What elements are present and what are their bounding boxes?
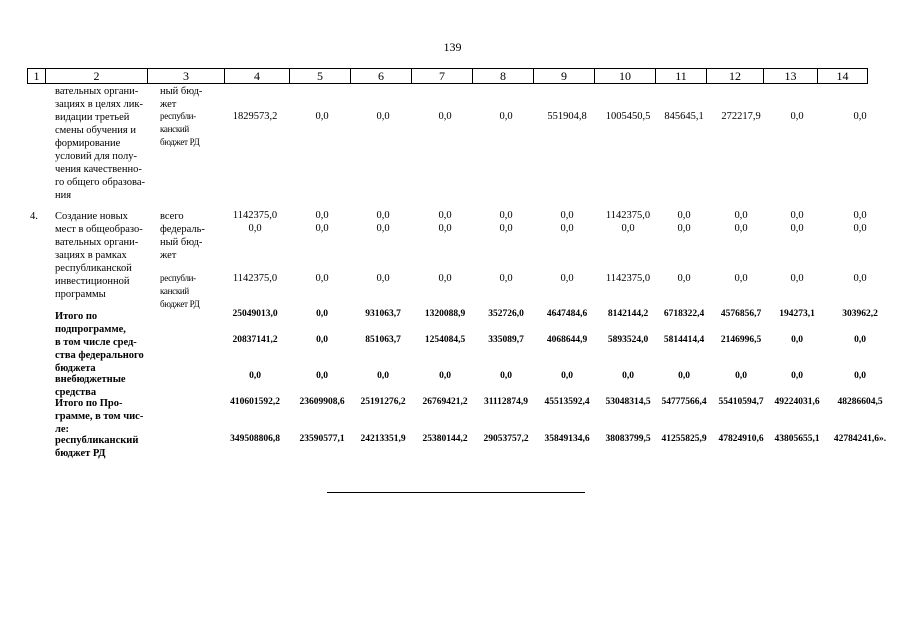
row4-source-republic-line: республи- [160, 273, 196, 283]
row3-description-line: условий для полу- [55, 151, 137, 162]
row4-source-federal-line: федераль- [160, 224, 205, 235]
program-total-value-cell: 55410594,7 [718, 397, 764, 407]
closing-rule [327, 492, 585, 493]
row3-description-line: вательных органи- [55, 86, 139, 97]
row3-source-republic-line: канский [160, 124, 189, 134]
subprogram-extrabudget-value-cell: 0,0 [854, 371, 866, 381]
row4-description-line: зациях в рамках [55, 250, 127, 261]
subprogram-total-value-cell: 0,0 [316, 309, 328, 319]
row4-federal-value-cell: 0,0 [499, 223, 513, 234]
program-total-value-cell: 49224031,6 [774, 397, 820, 407]
subprogram-extrabudget-value-cell: 0,0 [249, 371, 261, 381]
subprogram-extrabudget-value-cell: 0,0 [439, 371, 451, 381]
row4-total-value-cell: 0,0 [677, 210, 691, 221]
program-republic-value-cell: 41255825,9 [661, 434, 707, 444]
subprogram-federal-value-cell: 2146996,5 [720, 335, 762, 345]
row3-value-cell: 0,0 [499, 111, 513, 122]
program-total-value-cell: 23609908,6 [299, 397, 345, 407]
subprogram-total-value-cell: 8142144,2 [607, 309, 649, 319]
header-col-8: 8 [473, 69, 534, 84]
row4-republic-value-cell: 0,0 [315, 273, 329, 284]
row4-source-republic-line: бюджет РД [160, 299, 200, 309]
row4-federal-value-cell: 0,0 [677, 223, 691, 234]
program-republic-label-line: республиканский [55, 435, 139, 446]
program-republic-value-cell: 24213351,9 [360, 434, 406, 444]
program-total-value-cell: 53048314,5 [605, 397, 651, 407]
subprogram-federal-value-cell: 0,0 [854, 335, 866, 345]
subprogram-federal-label-line: в том числе сред- [55, 337, 137, 348]
header-col-1: 1 [28, 69, 46, 84]
subprogram-extrabudget-label [55, 373, 151, 399]
subprogram-federal-label-line: бюджета [55, 363, 96, 374]
row4-total-value-cell: 0,0 [438, 210, 452, 221]
row4-description-line: мест в общеобразо- [55, 224, 143, 235]
subprogram-federal-value-cell: 5814414,4 [663, 335, 705, 345]
row4-total-value-cell: 1142375,0 [232, 210, 278, 221]
subprogram-federal-label [55, 336, 151, 375]
subprogram-total-value-cell: 6718322,4 [663, 309, 705, 319]
subprogram-total-value-cell: 352726,0 [488, 309, 524, 319]
row4-total-value-cell: 0,0 [790, 210, 804, 221]
subprogram-total-value-cell: 4576856,7 [720, 309, 762, 319]
row4-total-value-cell: 0,0 [734, 210, 748, 221]
row4-republic-value-cell: 0,0 [499, 273, 513, 284]
subprogram-extrabudget-value-cell: 0,0 [622, 371, 634, 381]
subprogram-federal-label-line: ства федерального [55, 350, 144, 361]
program-total-value-cell: 45513592,4 [544, 397, 590, 407]
subprogram-federal-value-cell: 4068644,9 [546, 335, 588, 345]
row4-description-line: вательных органи- [55, 237, 139, 248]
header-col-3: 3 [148, 69, 225, 84]
row4-description-line: программы [55, 289, 106, 300]
program-republic-value-cell: 42784241,6». [833, 434, 887, 444]
table-header-row [27, 68, 868, 84]
page-number: 139 [443, 40, 462, 54]
header-col-6: 6 [351, 69, 412, 84]
row4-total-value-cell: 0,0 [315, 210, 329, 221]
row4-federal-value-cell: 0,0 [376, 223, 390, 234]
row4-republic-value-cell: 0,0 [734, 273, 748, 284]
row4-total-value-cell: 1142375,0 [605, 210, 651, 221]
program-total-label [55, 397, 151, 436]
row4-republic-value-cell: 0,0 [677, 273, 691, 284]
row4-source-federal [160, 223, 222, 262]
program-republic-value-cell: 38083799,5 [605, 434, 651, 444]
subprogram-federal-value-cell: 335089,7 [488, 335, 524, 345]
row4-republic-value-cell: 0,0 [438, 273, 452, 284]
row4-description-line: республиканской [55, 263, 132, 274]
program-total-value-cell: 26769421,2 [422, 397, 468, 407]
row4-republic-value-cell: 0,0 [790, 273, 804, 284]
row4-source-federal-line: жет [160, 250, 177, 261]
row4-source-republic-line: канский [160, 286, 189, 296]
row4-source-total: всего [160, 211, 184, 222]
subprogram-extrabudget-value-cell: 0,0 [316, 371, 328, 381]
program-total-value-cell: 54777566,4 [661, 397, 707, 407]
row4-total-value-cell: 0,0 [853, 210, 867, 221]
program-total-value-cell: 410601592,2 [230, 397, 280, 407]
row3-source-republic-line: бюджет РД [160, 137, 200, 147]
program-total-label-line: грамме, в том чис- [55, 411, 144, 422]
subprogram-total-value-cell: 194273,1 [779, 309, 815, 319]
row3-description-line: го общего образова- [55, 177, 145, 188]
row4-republic-value-cell: 1142375,0 [605, 273, 651, 284]
row3-value-cell: 1005450,5 [605, 111, 651, 122]
row4-republic-value-cell: 0,0 [376, 273, 390, 284]
header-col-7: 7 [412, 69, 473, 84]
row3-description-line: ния [55, 190, 72, 201]
row4-federal-value-cell: 0,0 [621, 223, 635, 234]
program-republic-value-cell: 47824910,6 [718, 434, 764, 444]
row4-description [55, 210, 151, 301]
program-total-label-line: ле: [55, 424, 70, 435]
program-republic-value-cell: 23590577,1 [299, 434, 345, 444]
header-col-9: 9 [534, 69, 595, 84]
row4-republic-value-cell: 0,0 [853, 273, 867, 284]
subprogram-total-value-cell: 303962,2 [842, 309, 878, 319]
subprogram-federal-value-cell: 20837141,2 [232, 335, 278, 345]
row3-description-line: зациях в целях лик- [55, 99, 144, 110]
subprogram-federal-value-cell: 0,0 [316, 335, 328, 345]
subprogram-total-value-cell: 1320088,9 [424, 309, 466, 319]
row4-federal-value-cell: 0,0 [248, 223, 262, 234]
subprogram-total-label-line: подпрограмме, [55, 324, 126, 335]
row3-value-cell: 0,0 [438, 111, 452, 122]
program-total-value-cell: 31112874,9 [483, 397, 529, 407]
program-republic-label [55, 434, 151, 460]
header-col-11: 11 [656, 69, 707, 84]
row4-description-line: инвестиционной [55, 276, 130, 287]
header-col-2: 2 [46, 69, 148, 84]
program-republic-value-cell: 349508806,8 [230, 434, 280, 444]
row3-value-cell: 0,0 [790, 111, 804, 122]
row3-value-cell: 0,0 [315, 111, 329, 122]
row4-total-value-cell: 0,0 [376, 210, 390, 221]
subprogram-federal-value-cell: 1254084,5 [424, 335, 466, 345]
subprogram-total-label-line: Итого по [55, 311, 98, 322]
subprogram-extrabudget-value-cell: 0,0 [735, 371, 747, 381]
header-col-10: 10 [595, 69, 656, 84]
row3-description-line: чения качественно- [55, 164, 142, 175]
row3-value-cell: 0,0 [376, 111, 390, 122]
row3-source-top-line: жет [160, 99, 177, 110]
program-total-label-line: Итого по Про- [55, 398, 123, 409]
subprogram-extrabudget-value-cell: 0,0 [678, 371, 690, 381]
row4-total-value-cell: 0,0 [560, 210, 574, 221]
subprogram-extrabudget-value-cell: 0,0 [377, 371, 389, 381]
subprogram-federal-value-cell: 851063,7 [365, 335, 401, 345]
subprogram-total-value-cell: 25049013,0 [232, 309, 278, 319]
program-republic-value-cell: 43805655,1 [774, 434, 820, 444]
row3-source-top-line: ный бюд- [160, 86, 203, 97]
header-col-5: 5 [290, 69, 351, 84]
row4-republic-value-cell: 1142375,0 [232, 273, 278, 284]
subprogram-total-value-cell: 4647484,6 [546, 309, 588, 319]
subprogram-extrabudget-label-line: внебюджетные [55, 374, 126, 385]
row3-description-line: формирование [55, 138, 121, 149]
subprogram-extrabudget-value-cell: 0,0 [500, 371, 512, 381]
row3-value-cell: 845645,1 [664, 111, 704, 122]
header-col-12: 12 [707, 69, 764, 84]
row3-value-cell: 551904,8 [547, 111, 587, 122]
header-col-4: 4 [225, 69, 290, 84]
row3-description-line: видации третьей [55, 112, 130, 123]
row3-description-line: смены обучения и [55, 125, 136, 136]
row3-value-cell: 1829573,2 [232, 111, 278, 122]
program-total-value-cell: 48286604,5 [837, 397, 883, 407]
row3-value-cell: 272217,9 [721, 111, 761, 122]
row4-republic-value-cell: 0,0 [560, 273, 574, 284]
subprogram-total-value-cell: 931063,7 [365, 309, 401, 319]
program-total-value-cell: 25191276,2 [360, 397, 406, 407]
row4-federal-value-cell: 0,0 [734, 223, 748, 234]
row4-federal-value-cell: 0,0 [560, 223, 574, 234]
row4-federal-value-cell: 0,0 [853, 223, 867, 234]
row4-federal-value-cell: 0,0 [790, 223, 804, 234]
subprogram-federal-value-cell: 5893524,0 [607, 335, 649, 345]
program-republic-value-cell: 35849134,6 [544, 434, 590, 444]
subprogram-extrabudget-label-line: средства [55, 387, 97, 398]
program-republic-value-cell: 25380144,2 [422, 434, 468, 444]
row3-source-republic-line: республи- [160, 111, 196, 121]
row3-description [55, 85, 151, 202]
subprogram-total-label [55, 310, 151, 336]
row4-federal-value-cell: 0,0 [315, 223, 329, 234]
row4-number: 4. [30, 211, 38, 222]
subprogram-federal-value-cell: 0,0 [791, 335, 803, 345]
row4-federal-value-cell: 0,0 [438, 223, 452, 234]
row3-value-cell: 0,0 [853, 111, 867, 122]
program-republic-label-line: бюджет РД [55, 448, 106, 459]
subprogram-extrabudget-value-cell: 0,0 [561, 371, 573, 381]
row3-source-republic [160, 110, 222, 149]
subprogram-extrabudget-value-cell: 0,0 [791, 371, 803, 381]
program-republic-value-cell: 29053757,2 [483, 434, 529, 444]
row3-source-top [160, 85, 222, 111]
header-col-13: 13 [764, 69, 818, 84]
row4-total-value-cell: 0,0 [499, 210, 513, 221]
row4-source-republic [160, 272, 222, 311]
row4-source-federal-line: ный бюд- [160, 237, 203, 248]
row4-description-line: Создание новых [55, 211, 128, 222]
header-col-14: 14 [818, 69, 868, 84]
